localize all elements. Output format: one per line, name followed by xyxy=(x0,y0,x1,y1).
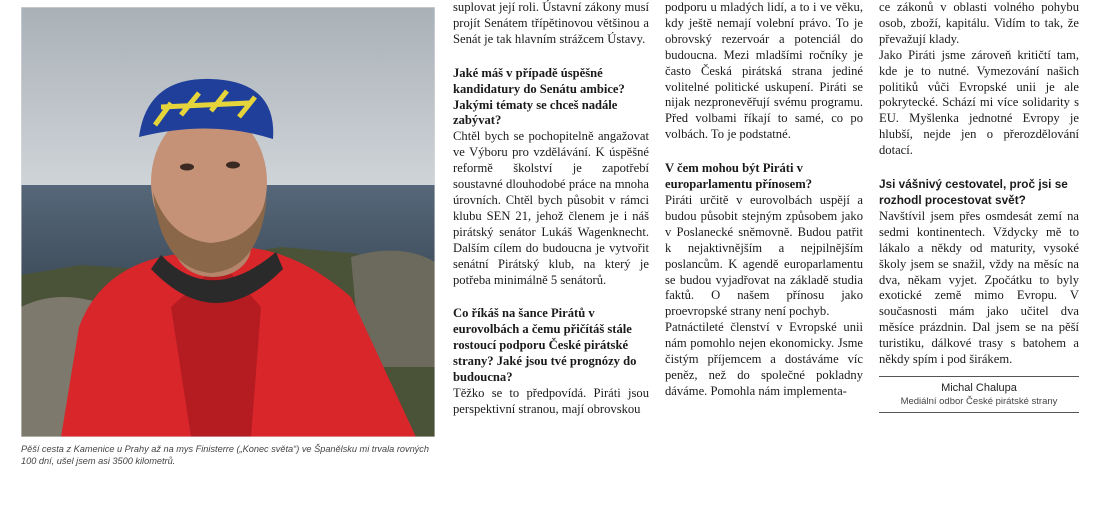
photo-illustration xyxy=(21,7,435,437)
paragraph: Jako Piráti jsme zároveň kritičtí tam, kde je to nutné. Vymezování našich politiků vůči Evropské unii je ale pokrytecké. Schází mi více solidarity s EU. Myšlenka jednotné Evropy je hlubší, nejde jen o přerozdělování dotací. xyxy=(879,47,1079,158)
selfie-photo xyxy=(21,7,435,437)
author-name: Michal Chalupa xyxy=(941,381,1017,394)
article-column-2 xyxy=(665,0,863,400)
interview-question: V čem mohou být Piráti v europarlamentu přínosem? xyxy=(665,161,813,192)
author-signature xyxy=(879,376,1079,413)
eye-left xyxy=(180,164,194,171)
eye-right xyxy=(226,162,240,169)
paragraph: Piráti určitě v eurovolbách uspějí a budou působit stejným způsobem jako v Poslanecké sněmovně. Budou patřit k nejaktivnějším a nejpilnějším poslancům. K agendě europarlamentu se budou vyjadřovat na základě studia faktů. O našem přínosu jako proevropské strany není pochyb. xyxy=(665,192,863,319)
interview-question: Jsi vášnivý cestovatel, proč jsi se rozhodl procestovat svět? xyxy=(879,177,1068,207)
article-column-3 xyxy=(879,0,1079,413)
interview-question: Jaké máš v případě úspěšné kandidatury do Senátu ambice? Jakými tématy se chceš nadále zabývat? xyxy=(453,65,625,128)
paragraph: Chtěl bych se pochopitelně angažovat ve Výboru pro vzdělávání. K úspěšné reformě školství je zapotřebí soustavné dlouhodobé práce na mnoha úrovních. Chtěl bych působit v rámci klubu SEN 21, jehož členem je i náš pirátský senátor Lukáš Wagenknecht. Dalším cílem do budoucna je vytvořit senátní Pirátský klub, na který je potřeba minimálně 5 senátorů. xyxy=(453,129,649,287)
paragraph: suplovat její roli. Ústavní zákony musí projít Senátem třípětinovou většinou a Senát je tak hlavním strážcem Ústavy. xyxy=(453,0,649,46)
author-department: Mediální odbor České pirátské strany xyxy=(900,395,1058,407)
paragraph: Patnáctileté členství v Evropské unii nám pomohlo nejen ekonomicky. Jsme čistým příjemcem a dostáváme víc peněz, než do společné pokladny dáváme. Pomohla nám implementa- xyxy=(665,320,863,398)
paragraph: Navštívil jsem přes osmdesát zemí na sedmi kontinentech. Vždycky mě to lákalo a někdy od maturity, vysoké školy jsem se snažil, vždy na měsíc na dva, někam vyjet. Zpočátku to byly exotické země mimo Evropu. V současnosti mám jako učitel dva měsíce prázdnin. Dal jsem se na pěší turistiku, dálkové trasy s batohem a někdy spím i pod širákem. xyxy=(879,208,1079,367)
paragraph: Těžko se to předpovídá. Piráti jsou perspektivní stranou, mají obrovskou xyxy=(453,385,649,416)
paragraph: ce zákonů v oblasti volného pohybu osob, zboží, kapitálu. Vidím to tak, že převažují klady. xyxy=(879,0,1079,46)
paragraph: podporu u mladých lidí, a to i ve věku, kdy ještě nemají volební právo. To je obrovský rezervoár a potenciál do budoucna. Mezi mladšími ročníky je často Česká pirátská strana jediné volitelné politické uskupení. Piráti se nijak nezpronevěřují svému programu. Před volbami říkají to samé, co po volbách. To je podstatné. xyxy=(665,0,863,142)
interview-question: Co říkáš na šance Pirátů v eurovolbách a čemu přičítáš stále rostoucí podporu České pirátské strany? Jaké jsou tvé prognózy do budoucna? xyxy=(453,306,637,385)
article-column-1 xyxy=(453,0,649,418)
photo-caption: Pěší cesta z Kamenice u Prahy až na mys Finisterre („Konec světa“) ve Španělsku mi trvala rovných 100 dní, ušel jsem asi 3500 kilometrů. xyxy=(21,444,429,466)
